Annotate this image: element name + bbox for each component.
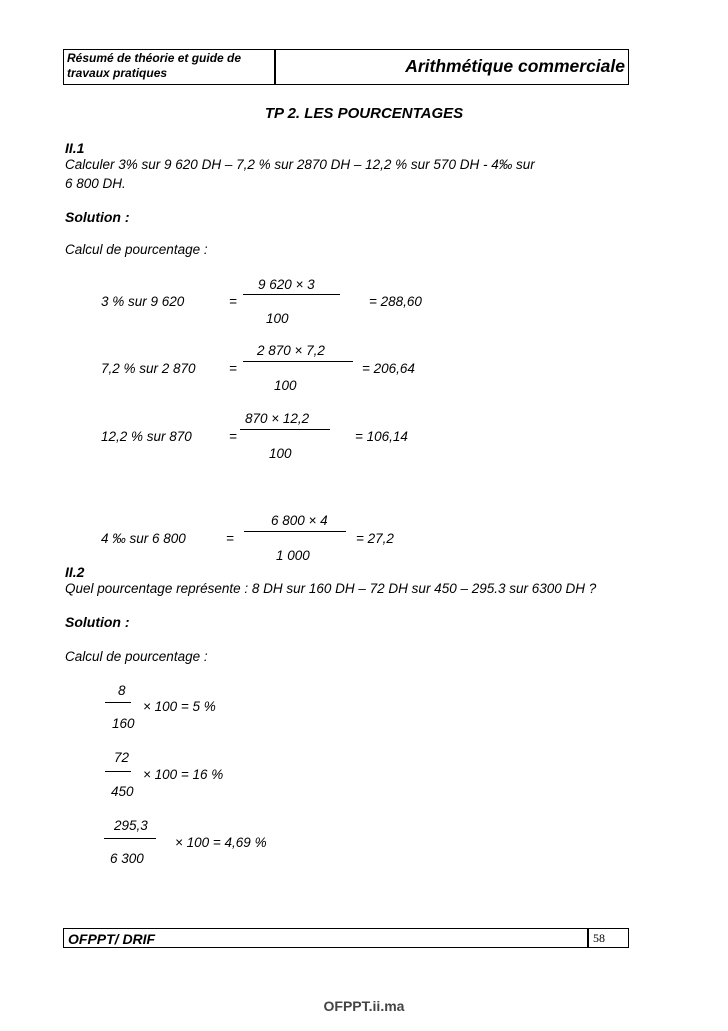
ex1-calc2-equals: = <box>229 361 237 376</box>
header-left <box>67 51 272 81</box>
ex2-solution-label: Solution : <box>65 614 130 630</box>
ex2-calc2-result: × 100 = 16 % <box>143 767 224 782</box>
ex2-calc3-fraction-bar <box>104 838 156 839</box>
ex1-calc2-result: = 206,64 <box>362 361 415 376</box>
header-left-line1: Résumé de théorie et guide de <box>67 51 242 65</box>
ex2-calc1-result: × 100 = 5 % <box>143 699 216 714</box>
ex1-calc2-label: 7,2 % sur 2 870 <box>101 361 196 376</box>
header-left-line2: travaux pratiques <box>67 66 168 80</box>
ex1-calc3-fraction-bar <box>240 429 330 430</box>
ex2-heading: II.2 <box>65 564 85 580</box>
ex1-method: Calcul de pourcentage : <box>65 242 208 257</box>
ex1-calc3-equals: = <box>229 429 237 444</box>
ex2-calc1-fraction-bar <box>105 702 131 703</box>
ex1-calc4-fraction-bar <box>244 531 346 532</box>
ex1-calc2-numerator: 2 870 × 7,2 <box>257 343 325 358</box>
page-title: TP 2. LES POURCENTAGES <box>264 105 464 122</box>
page-number: 58 <box>593 931 605 945</box>
ex2-calc2-numerator: 72 <box>114 750 130 765</box>
ex1-calc4-result: = 27,2 <box>356 531 394 546</box>
ex1-calc2-fraction-bar <box>243 361 353 362</box>
ex1-calc3-denominator: 100 <box>269 446 292 461</box>
ex2-method: Calcul de pourcentage : <box>65 649 208 664</box>
ex1-calc1-numerator: 9 620 × 3 <box>258 277 315 292</box>
header-right: Arithmétique commerciale <box>405 56 625 76</box>
ex2-calc1-numerator: 8 <box>118 683 126 698</box>
ex2-calc3-result: × 100 = 4,69 % <box>175 835 267 850</box>
ex1-calc1-equals: = <box>229 294 237 309</box>
footer-divider <box>587 928 589 948</box>
ex2-statement: Quel pourcentage représente : 8 DH sur 160 DH – 72 DH sur 450 – 295.3 sur 6300 DH ? <box>65 581 597 596</box>
ex2-calc1-denominator: 160 <box>112 716 135 731</box>
ex2-calc2-denominator: 450 <box>111 784 134 799</box>
ex1-calc2-denominator: 100 <box>274 378 297 393</box>
ex1-solution-label: Solution : <box>65 209 130 225</box>
ex1-calc1-denominator: 100 <box>266 311 289 326</box>
ex1-calc4-denominator: 1 000 <box>276 548 310 563</box>
site-watermark: OFPPT.ii.ma <box>323 998 405 1014</box>
ex1-calc1-label: 3 % sur 9 620 <box>101 294 185 309</box>
ex1-calc4-equals: = <box>226 531 234 546</box>
ex1-calc4-label: 4 ‰ sur 6 800 <box>101 531 186 546</box>
ex1-statement-line1: Calculer 3% sur 9 620 DH – 7,2 % sur 2870 DH – 12,2 % sur 570 DH - 4‰ sur <box>65 157 535 172</box>
header-divider <box>274 49 276 85</box>
ex1-calc1-fraction-bar <box>243 294 340 295</box>
ex1-calc4-numerator: 6 800 × 4 <box>271 513 328 528</box>
footer-left: OFPPT/ DRIF <box>68 931 156 947</box>
ex1-calc1-result: = 288,60 <box>369 294 422 309</box>
ex1-calc3-result: = 106,14 <box>355 429 408 444</box>
ex1-calc3-label: 12,2 % sur 870 <box>101 429 192 444</box>
ex1-heading: II.1 <box>65 140 85 156</box>
ex2-calc3-denominator: 6 300 <box>110 851 144 866</box>
ex2-calc2-fraction-bar <box>105 771 131 772</box>
ex1-calc3-numerator: 870 × 12,2 <box>245 411 310 426</box>
ex1-statement-line2: 6 800 DH. <box>65 176 126 191</box>
ex2-calc3-numerator: 295,3 <box>114 818 148 833</box>
